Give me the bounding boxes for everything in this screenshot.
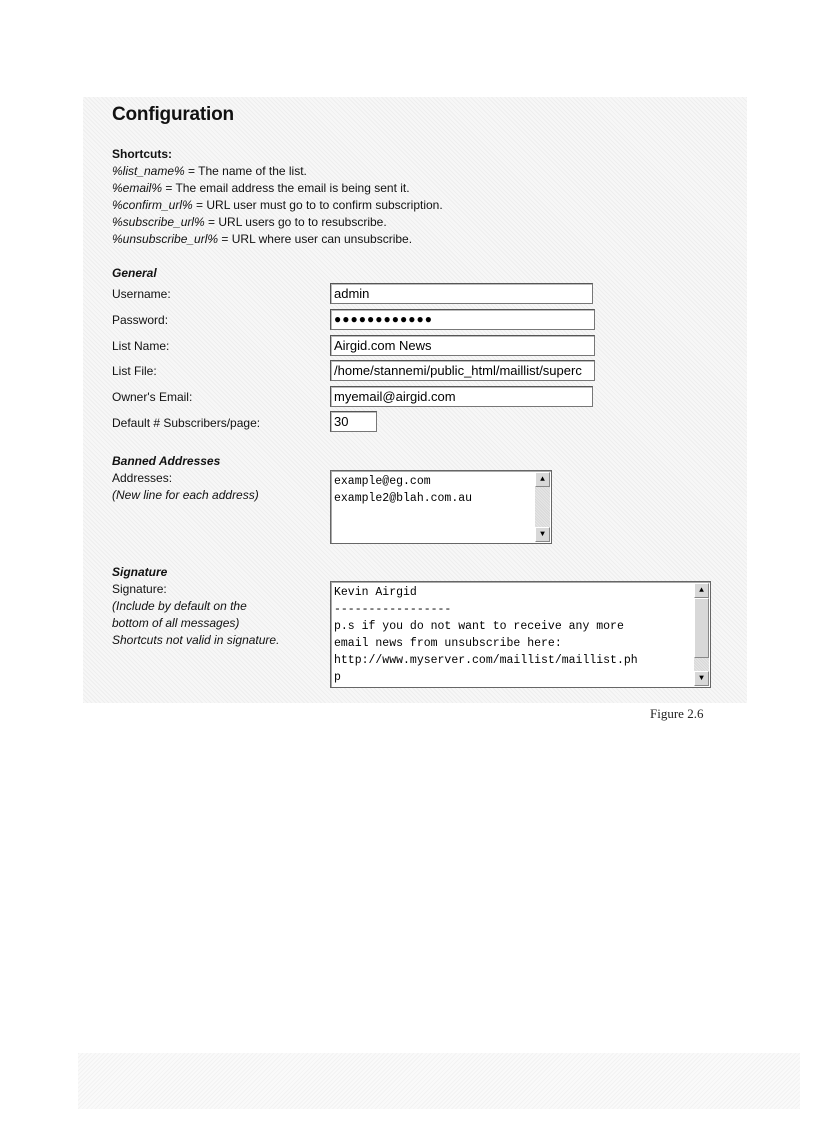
scroll-thumb[interactable] bbox=[694, 598, 709, 658]
owner-email-label: Owner's Email: bbox=[112, 390, 193, 404]
list-name-input[interactable]: Airgid.com News bbox=[330, 335, 595, 356]
banned-addresses-textarea[interactable] bbox=[330, 470, 552, 544]
shortcut-list-name: %list_name% = The name of the list. bbox=[112, 164, 307, 178]
username-label: Username: bbox=[112, 287, 171, 301]
signature-line: p bbox=[334, 671, 341, 684]
signature-note-line: bottom of all messages) bbox=[112, 616, 240, 630]
banned-addresses-heading: Banned Addresses bbox=[112, 454, 221, 468]
list-file-input[interactable]: /home/stannemi/public_html/maillist/superc bbox=[330, 360, 595, 381]
list-file-label: List File: bbox=[112, 364, 157, 378]
password-label: Password: bbox=[112, 313, 169, 327]
subscribers-per-page-input[interactable]: 30 bbox=[330, 411, 377, 432]
signature-scrollbar[interactable] bbox=[694, 583, 709, 686]
signature-line: http://www.myserver.com/maillist/maillist.ph bbox=[334, 654, 638, 667]
page-footer-band bbox=[78, 1053, 800, 1109]
scroll-down-icon[interactable]: ▼ bbox=[535, 527, 550, 542]
signature-label: Signature: bbox=[112, 582, 167, 596]
banned-addresses-label: Addresses: bbox=[112, 471, 173, 485]
scroll-up-icon[interactable]: ▲ bbox=[694, 583, 709, 598]
signature-textarea[interactable] bbox=[330, 581, 711, 688]
shortcuts-heading: Shortcuts: bbox=[112, 147, 172, 161]
shortcut-confirm-url: %confirm_url% = URL user must go to to confirm subscription. bbox=[112, 198, 443, 212]
figure-caption: Figure 2.6 bbox=[650, 706, 704, 721]
banned-addresses-note: (New line for each address) bbox=[112, 488, 259, 502]
shortcut-subscribe-url: %subscribe_url% = URL users go to to resubscribe. bbox=[112, 215, 387, 229]
page-title: Configuration bbox=[112, 104, 234, 125]
banned-address-line: example@eg.com bbox=[334, 475, 431, 488]
subscribers-per-page-label: Default # Subscribers/page: bbox=[112, 416, 261, 430]
banned-addresses-scrollbar[interactable] bbox=[535, 472, 550, 542]
owner-email-input[interactable]: myemail@airgid.com bbox=[330, 386, 593, 407]
shortcut-unsubscribe-url: %unsubscribe_url% = URL where user can unsubscribe. bbox=[112, 232, 413, 246]
scroll-up-icon[interactable]: ▲ bbox=[535, 472, 550, 487]
list-name-label: List Name: bbox=[112, 339, 170, 353]
username-input[interactable]: admin bbox=[330, 283, 593, 304]
scroll-down-icon[interactable]: ▼ bbox=[694, 671, 709, 686]
signature-line: ----------------- bbox=[334, 603, 452, 616]
signature-line: p.s if you do not want to receive any more bbox=[334, 620, 624, 633]
password-input[interactable]: ●●●●●●●●●●●● bbox=[330, 309, 595, 330]
general-heading: General bbox=[112, 266, 157, 280]
banned-address-line: example2@blah.com.au bbox=[334, 492, 473, 505]
shortcut-email: %email% = The email address the email is being sent it. bbox=[112, 181, 410, 195]
signature-note-line: Shortcuts not valid in signature. bbox=[112, 633, 280, 647]
signature-line: Kevin Airgid bbox=[334, 586, 417, 599]
signature-line: email news from unsubscribe here: bbox=[334, 637, 562, 650]
signature-heading: Signature bbox=[112, 565, 168, 579]
signature-note-line: (Include by default on the bbox=[112, 599, 247, 613]
